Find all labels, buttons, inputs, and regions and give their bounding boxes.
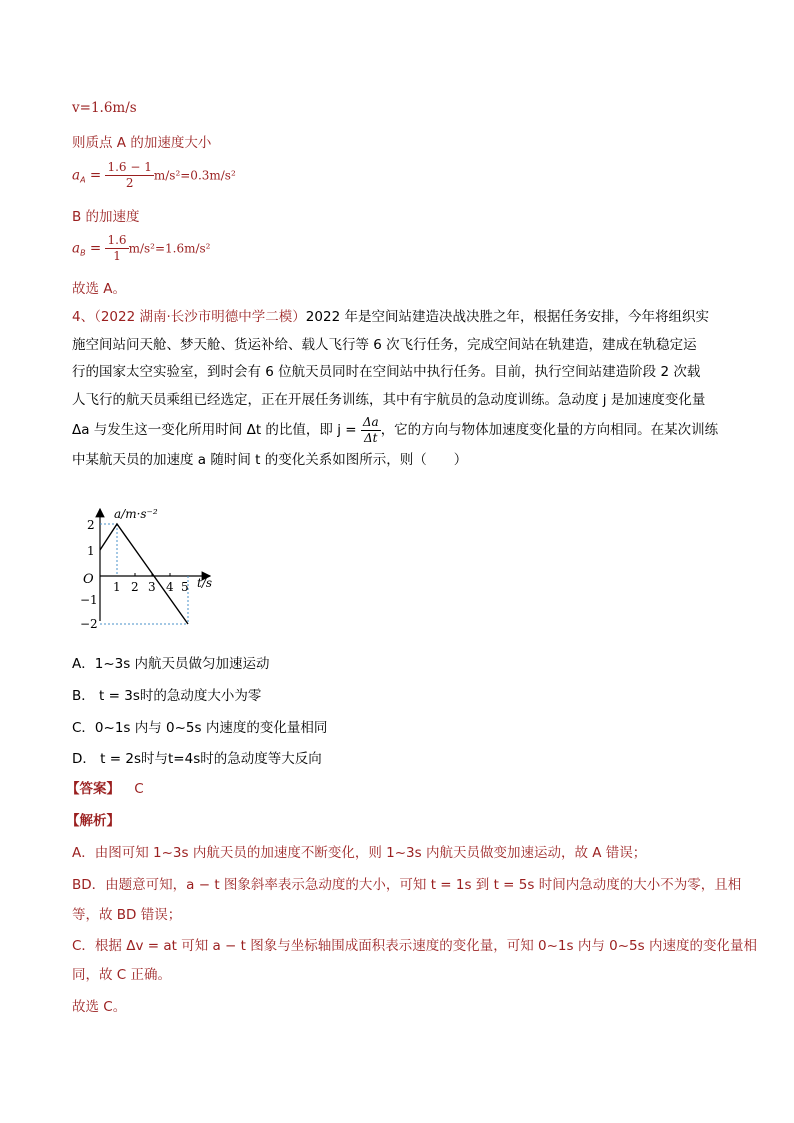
y-tick-label: −1 bbox=[80, 593, 98, 607]
velocity-line: v=1.6m/s bbox=[72, 100, 137, 116]
answer-line bbox=[66, 777, 144, 797]
x-tick-label: 2 bbox=[131, 580, 139, 594]
jerk-fraction bbox=[361, 415, 381, 446]
x-tick-label: 4 bbox=[166, 580, 174, 594]
question-line-4: 人飞行的航天员乘组已经选定，正在开展任务训练，其中有宇航员的急动度训练。急动度 j 是加速度变化量 bbox=[72, 391, 706, 408]
equals-sign: = bbox=[89, 240, 102, 257]
answer-value: C bbox=[134, 781, 144, 797]
option-c: C．0~1s 内与 0~5s 内速度的变化量相同 bbox=[72, 720, 328, 736]
question-source: （2022 湖南·长沙市明德中学二模） bbox=[94, 309, 306, 325]
option-a: A．1~3s 内航天员做匀加速运动 bbox=[72, 656, 270, 672]
fraction bbox=[105, 160, 153, 191]
x-tick-label: 5 bbox=[181, 580, 189, 594]
fraction-numerator: 1.6 − 1 bbox=[107, 160, 152, 174]
x-tick-label: 1 bbox=[113, 580, 121, 594]
accel-b-formula bbox=[72, 233, 210, 264]
acceleration-time-graph bbox=[80, 503, 230, 635]
question-text: Δa 与发生这一变化所用时间 Δt 的比值，即 j = bbox=[72, 422, 357, 438]
y-tick-label: 1 bbox=[87, 544, 95, 558]
accel-symbol: a bbox=[72, 167, 81, 184]
question-line-2: 施空间站问天舱、梦天舱、货运补给、载人飞行等 6 次飞行任务，完成空间站在轨建造，建成在轨稳定运 bbox=[72, 336, 697, 353]
option-b: B． t = 3s时的急动度大小为零 bbox=[72, 688, 262, 704]
accel-subscript: A bbox=[80, 175, 86, 185]
analysis-conclusion: 故选 C。 bbox=[72, 999, 127, 1015]
fraction-denominator: 1 bbox=[113, 249, 121, 263]
y-tick-label: 2 bbox=[87, 518, 95, 532]
y-axis-label: a/m·s⁻² bbox=[114, 507, 158, 521]
acceleration-curve bbox=[100, 524, 188, 624]
x-axis-label: t/s bbox=[197, 576, 213, 590]
accel-b-intro: B 的加速度 bbox=[72, 209, 140, 225]
question-4 bbox=[72, 304, 724, 475]
fraction-numerator: 1.6 bbox=[107, 233, 127, 247]
question-line-3: 行的国家太空实验室，到时会有 6 位航天员同时在空间站中执行任务。目前，执行空间站建造阶段 2 次载 bbox=[72, 364, 701, 380]
option-d: D． t = 2s时与t=4s时的急动度等大反向 bbox=[72, 751, 322, 767]
analysis-bd-1: BD．由题意可知，a − t 图象斜率表示急动度的大小，可知 t = 1s 到 t = 5s 时间内急动度的大小不为零，且相 bbox=[72, 877, 742, 893]
accel-result: m/s²=1.6m/s² bbox=[128, 241, 211, 256]
question-text: ，它的方向与物体加速度变化量的方向相同。在某次训练 bbox=[380, 422, 719, 438]
origin-label: O bbox=[83, 572, 94, 587]
accel-a-intro: 则质点 A 的加速度大小 bbox=[72, 135, 212, 151]
question-line-1 bbox=[72, 304, 724, 332]
analysis-c-1: C．根据 Δv = at 可知 a − t 图象与坐标轴围成面积表示速度的变化量，可知 0~1s 内与 0~5s 内速度的变化量相 bbox=[72, 938, 757, 954]
accel-subscript: B bbox=[80, 248, 86, 258]
prev-conclusion: 故选 A。 bbox=[72, 281, 127, 297]
equals-sign: = bbox=[89, 167, 102, 184]
accel-result: m/s²=0.3m/s² bbox=[153, 168, 236, 183]
analysis-bd-2: 等，故 BD 错误； bbox=[72, 907, 182, 923]
accel-symbol: a bbox=[72, 240, 81, 257]
fraction-denominator: Δt bbox=[364, 430, 378, 445]
question-line-6: 中某航天员的加速度 a 随时间 t 的变化关系如图所示，则（ ） bbox=[72, 452, 468, 468]
question-text: 2022 年是空间站建造决战决胜之年，根据任务安排，今年将组织实 bbox=[305, 309, 709, 325]
answer-label: 【答案】 bbox=[66, 781, 120, 797]
question-line-5 bbox=[72, 414, 724, 447]
accel-a-formula bbox=[72, 160, 236, 191]
x-tick-label: 3 bbox=[148, 580, 156, 594]
analysis-c-2: 同，故 C 正确。 bbox=[72, 967, 172, 983]
fraction-denominator: 2 bbox=[125, 176, 134, 190]
y-tick-label: −2 bbox=[80, 617, 98, 631]
analysis-a: A．由图可知 1~3s 内航天员的加速度不断变化，则 1~3s 内航天员做变加速运动，故 A 错误； bbox=[72, 845, 647, 861]
analysis-label: 【解析】 bbox=[66, 813, 120, 829]
fraction bbox=[105, 233, 128, 264]
fraction-numerator: Δa bbox=[362, 414, 379, 429]
question-number: 4、 bbox=[72, 309, 95, 325]
